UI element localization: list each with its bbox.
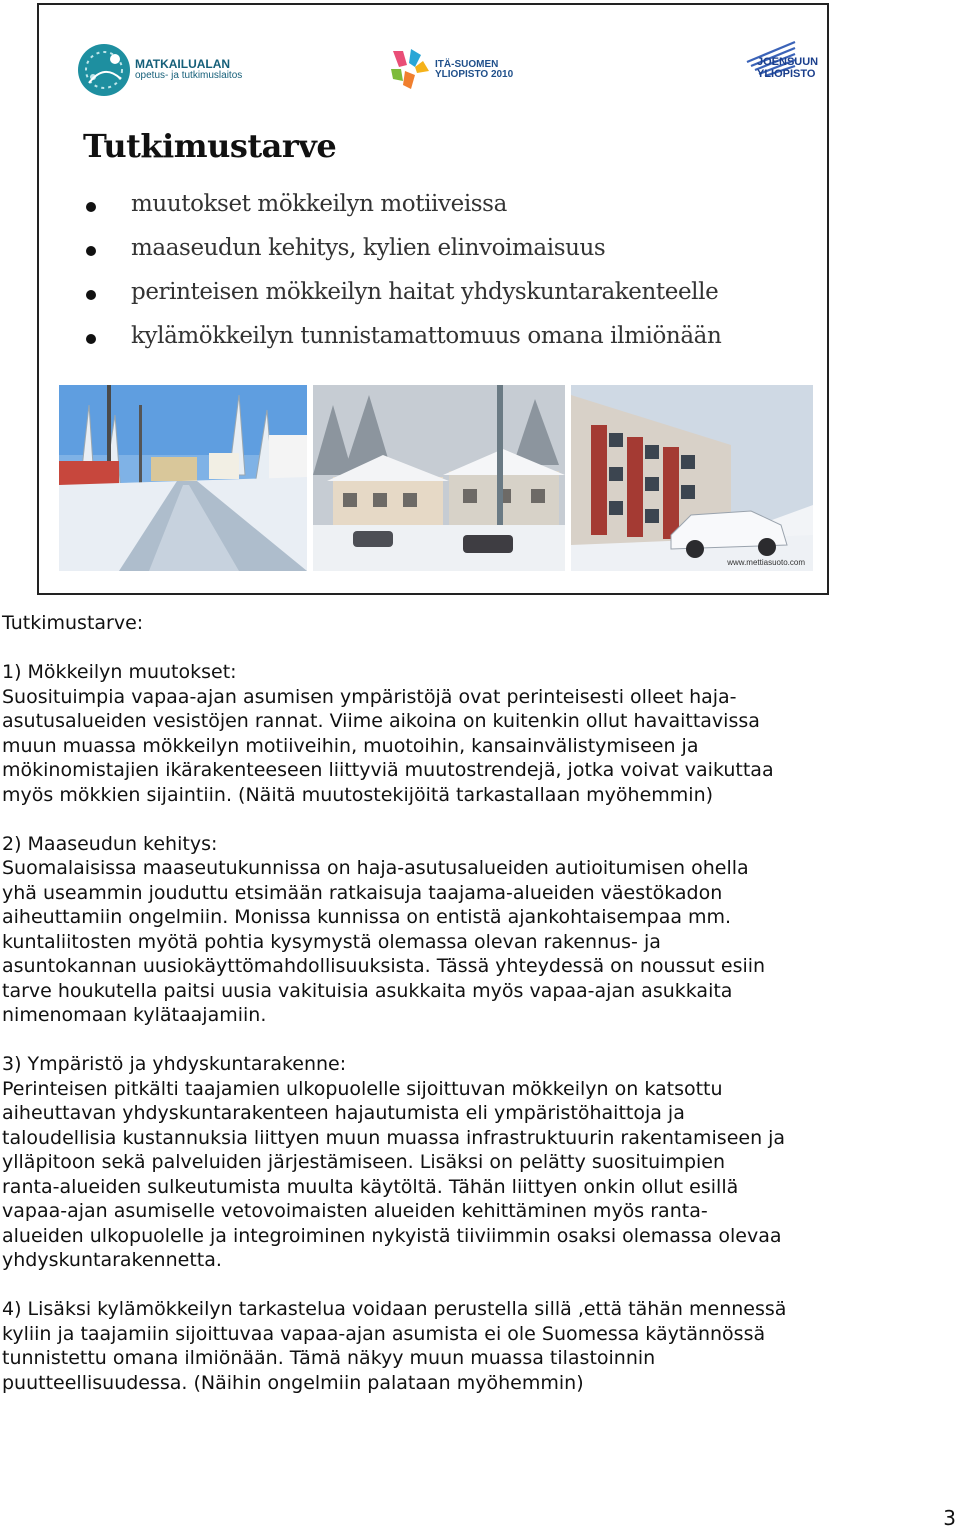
notes-section-line: Perinteisen pitkälti taajamien ulkopuolelle sijoittuvan mökkeilyn on katsottu	[2, 1077, 723, 1100]
ita-suomen-yliopisto-logo	[389, 49, 513, 91]
ita-suomen-line2: YLIOPISTO 2010	[435, 69, 514, 80]
notes-section-line: yhä useammin jouduttu etsimään ratkaisuja taajama-alueiden väestökadon	[2, 881, 723, 904]
notes-section-line: mökinomistajien ikärakenteeseen liittyviä muutostrendejä, jotka voivat vaikuttaa	[2, 759, 774, 781]
slide-bullet-text: kylämökkeilyn tunnistamattomuus omana ilmiönään	[131, 323, 722, 349]
notes-section-line: asutusalueiden vesistöjen rannat. Viime aikoina on kuitenkin ollut havaittavissa	[2, 710, 760, 732]
slide-title: Tutkimustarve	[83, 127, 337, 165]
slide-bullet	[83, 323, 721, 367]
photo-apartment-with-car	[571, 385, 813, 571]
joensuun-line2: YLIOPISTO	[757, 67, 816, 80]
notes-section-line: Suosituimpia vapaa-ajan asumisen ympäristöjä ovat perinteisesti olleet haja-	[2, 685, 737, 708]
notes-section-line: asuntokannan uusiokäyttömahdollisuuksista. Tässä yhteydessä on noussut esiin	[2, 955, 766, 977]
joensuun-line1: JOENSUUN	[757, 56, 819, 68]
notes-section-line: taloudellisia kustannuksia liittyen muun muassa infrastruktuurin rakentamiseen ja	[2, 1126, 786, 1149]
notes-section-line: tarve houkutella paitsi uusia vakituisia asukkaita myös vapaa-ajan asukkaita	[2, 979, 733, 1002]
notes-section-line: nimenomaan kylätaajamiin.	[2, 1004, 267, 1026]
notes-section-line: ranta-alueiden sulkeutumista muulta käytöltä. Tähän liittyen onkin ollut esillä	[2, 1175, 739, 1198]
slide-bullet	[83, 279, 721, 323]
slide-bullet-text: perinteisen mökkeilyn haitat yhdyskuntarakenteelle	[131, 279, 719, 305]
notes-section-line: Suomalaisissa maaseutukunnissa on haja-asutusalueiden autioitumisen ohella	[2, 857, 749, 879]
notes-section	[2, 1052, 902, 1273]
notes-heading-text: Tutkimustarve:	[2, 612, 144, 634]
speaker-notes	[2, 611, 902, 1420]
notes-section	[2, 1297, 902, 1395]
notes-section-heading: 4) Lisäksi kylämökkeilyn tarkastelua voidaan perustella sillä ,että tähän mennessä	[2, 1298, 787, 1320]
notes-section-line: kuntaliitosten myötä pohtia kysymystä olemassa olevan rakennus- ja	[2, 930, 661, 953]
notes-section-line: myös mökkien sijaintiin. (Näitä muutostekijöitä tarkastallaan myöhemmin)	[2, 783, 714, 806]
notes-heading	[2, 611, 902, 636]
slide	[37, 3, 829, 595]
slide-bullet	[83, 235, 721, 279]
notes-section-heading: 1) Mökkeilyn muutokset:	[2, 661, 237, 683]
notes-section-line: vapaa-ajan asumiselle vetovoimaisten alueiden kehittäminen myös ranta-	[2, 1200, 708, 1222]
notes-section-heading: 3) Ympäristö ja yhdyskuntarakenne:	[2, 1053, 347, 1075]
notes-sections	[2, 660, 902, 1395]
matkailualan-emblem-icon	[77, 43, 131, 97]
bullet-dot-icon	[86, 202, 96, 212]
bullet-dot-icon	[86, 290, 96, 300]
notes-section-line: tunnistettu omana ilmiönään. Tämä näkyy muun muassa tilastoinnin	[2, 1347, 656, 1369]
bullet-dot-icon	[86, 246, 96, 256]
photo-snowy-village-street	[59, 385, 307, 571]
matkailualan-logo	[77, 43, 242, 97]
notes-section-line: kyliin ja taajamiin sijoittuvaa vapaa-ajan asumista ei ole Suomessa käytännössä	[2, 1322, 766, 1345]
notes-section-line: aiheuttamiin ongelmiin. Monissa kunnissa on entistä ajankohtaisempaa mm.	[2, 906, 732, 928]
ita-suomen-line1: ITÄ-SUOMEN	[435, 58, 499, 70]
matkailualan-name: MATKAILUALAN	[135, 57, 231, 72]
slide-bullet-text: maaseudun kehitys, kylien elinvoimaisuus	[131, 235, 606, 261]
slide-bullet-text: muutokset mökkeilyn motiiveissa	[131, 191, 507, 217]
photo-snowy-town-centre	[313, 385, 565, 571]
ita-suomen-emblem-icon	[389, 49, 429, 91]
notes-section-line: puutteellisuudessa. (Näihin ongelmiin palataan myöhemmin)	[2, 1371, 584, 1394]
notes-section-line: alueiden ulkopuolelle ja integroiminen nykyistä tiiviimmin osaksi olemassa olevaa	[2, 1224, 782, 1247]
notes-section-line: muun muassa mökkeilyn motiiveihin, muotoihin, kansainvälistymiseen ja	[2, 734, 699, 757]
notes-section-line: aiheuttavan yhdyskuntarakenteen hajautumista eli ympäristöhaittoja ja	[2, 1102, 685, 1124]
slide-bullet	[83, 191, 721, 235]
notes-section	[2, 832, 902, 1028]
matkailualan-subtitle: opetus- ja tutkimuslaitos	[135, 70, 243, 82]
joensuun-yliopisto-logo	[707, 39, 818, 80]
notes-section	[2, 660, 902, 807]
photo-watermark: www.mettiasuoto.com	[727, 558, 805, 567]
slide-bullet-list	[83, 191, 721, 367]
notes-section-heading: 2) Maaseudun kehitys:	[2, 832, 218, 855]
page-number: 3	[943, 1506, 956, 1530]
notes-section-line: ylläpitoon sekä palveluiden järjestämiseen. Lisäksi on pelätty suosituimpien	[2, 1151, 726, 1173]
notes-section-line: yhdyskuntarakennetta.	[2, 1249, 222, 1271]
bullet-dot-icon	[86, 334, 96, 344]
